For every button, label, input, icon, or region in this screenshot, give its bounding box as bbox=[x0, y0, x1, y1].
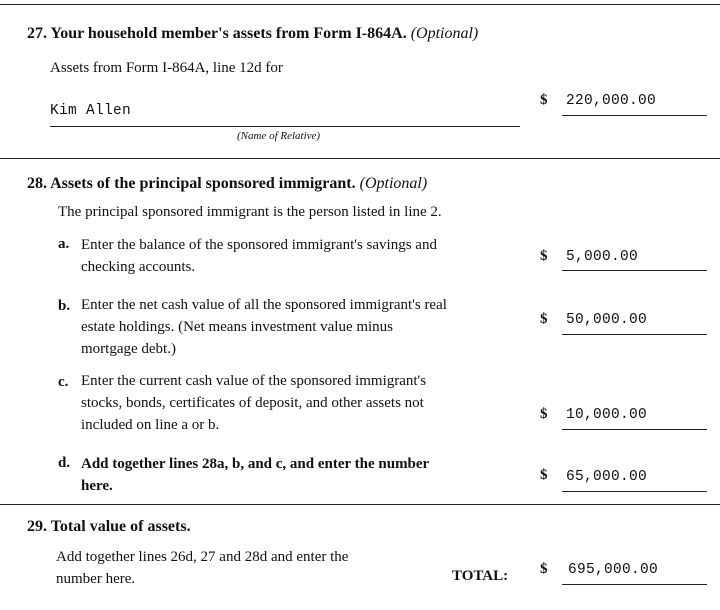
q28a-line2: checking accounts. bbox=[81, 259, 196, 275]
q28c-amount-underline bbox=[562, 429, 707, 430]
q28d-line2: here. bbox=[81, 478, 113, 494]
q28b-currency: $ bbox=[540, 311, 548, 327]
q27-relative-name-underline bbox=[50, 126, 520, 127]
q28-optional: (Optional) bbox=[359, 175, 428, 192]
q28c-currency: $ bbox=[540, 406, 548, 422]
q29-heading bbox=[27, 518, 191, 536]
q28c-line1: Enter the current cash value of the sponsored immigrant's bbox=[81, 373, 427, 389]
q28c-line3: included on line a or b. bbox=[81, 417, 220, 433]
q28a-amount-field[interactable]: 5,000.00 bbox=[566, 249, 639, 265]
q28c-line2: stocks, bonds, certificates of deposit, and other assets not bbox=[81, 395, 424, 411]
q27-number: 27. bbox=[27, 25, 47, 42]
q28a-text bbox=[81, 234, 437, 278]
q27-optional: (Optional) bbox=[410, 25, 479, 42]
q28a-line1: Enter the balance of the sponsored immigrant's savings and bbox=[81, 237, 437, 253]
q28b-line3: mortgage debt.) bbox=[81, 341, 176, 357]
q27-amount-field[interactable]: 220,000.00 bbox=[566, 93, 657, 109]
q28-title: Assets of the principal sponsored immigrant. bbox=[50, 175, 356, 192]
q28c-letter: c. bbox=[58, 374, 69, 390]
q28b-amount-underline bbox=[562, 334, 707, 335]
q28-intro: The principal sponsored immigrant is the person listed in line 2. bbox=[58, 204, 442, 220]
q29-title: Total value of assets. bbox=[50, 518, 191, 535]
q28-heading bbox=[27, 175, 427, 193]
q28d-letter: d. bbox=[58, 455, 71, 471]
q29-amount-field[interactable]: 695,000.00 bbox=[568, 562, 659, 578]
q28d-text bbox=[81, 453, 429, 497]
q27-relative-caption: (Name of Relative) bbox=[237, 130, 321, 142]
q28d-currency: $ bbox=[540, 467, 548, 483]
q27-amount-underline bbox=[562, 115, 707, 116]
q28b-text bbox=[81, 294, 447, 360]
q27-title: Your household member's assets from Form I-864A. bbox=[50, 25, 407, 42]
q28c-text bbox=[81, 370, 426, 436]
q29-total-label: TOTAL: bbox=[452, 568, 509, 584]
q29-line2: number here. bbox=[56, 571, 136, 587]
q28c-amount-field[interactable]: 10,000.00 bbox=[566, 407, 648, 423]
q28d-amount-field[interactable]: 65,000.00 bbox=[566, 469, 648, 485]
q27-intro: Assets from Form I-864A, line 12d for bbox=[50, 60, 283, 76]
q28a-letter: a. bbox=[58, 236, 70, 252]
q29-amount-underline bbox=[562, 584, 707, 585]
q28a-amount-underline bbox=[562, 270, 707, 271]
q29-number: 29. bbox=[27, 518, 47, 535]
q28-bottom-rule bbox=[0, 504, 720, 505]
q28a-currency: $ bbox=[540, 248, 548, 264]
q28b-amount-field[interactable]: 50,000.00 bbox=[566, 312, 648, 328]
q27-bottom-rule bbox=[0, 158, 720, 159]
top-rule bbox=[0, 4, 720, 5]
q28b-line1: Enter the net cash value of all the sponsored immigrant's real bbox=[81, 297, 447, 313]
q28b-line2: estate holdings. (Net means investment value minus bbox=[81, 319, 394, 335]
q29-text bbox=[56, 546, 348, 590]
q28d-amount-underline bbox=[562, 491, 707, 492]
q27-heading bbox=[27, 25, 478, 43]
q29-currency: $ bbox=[540, 561, 548, 577]
q28-number: 28. bbox=[27, 175, 47, 192]
q28d-line1: Add together lines 28a, b, and c, and enter the number bbox=[81, 456, 430, 472]
q29-line1: Add together lines 26d, 27 and 28d and enter the bbox=[56, 549, 349, 565]
q28b-letter: b. bbox=[58, 298, 71, 314]
q27-currency: $ bbox=[540, 92, 548, 108]
q27-relative-name-field[interactable]: Kim Allen bbox=[50, 103, 132, 119]
